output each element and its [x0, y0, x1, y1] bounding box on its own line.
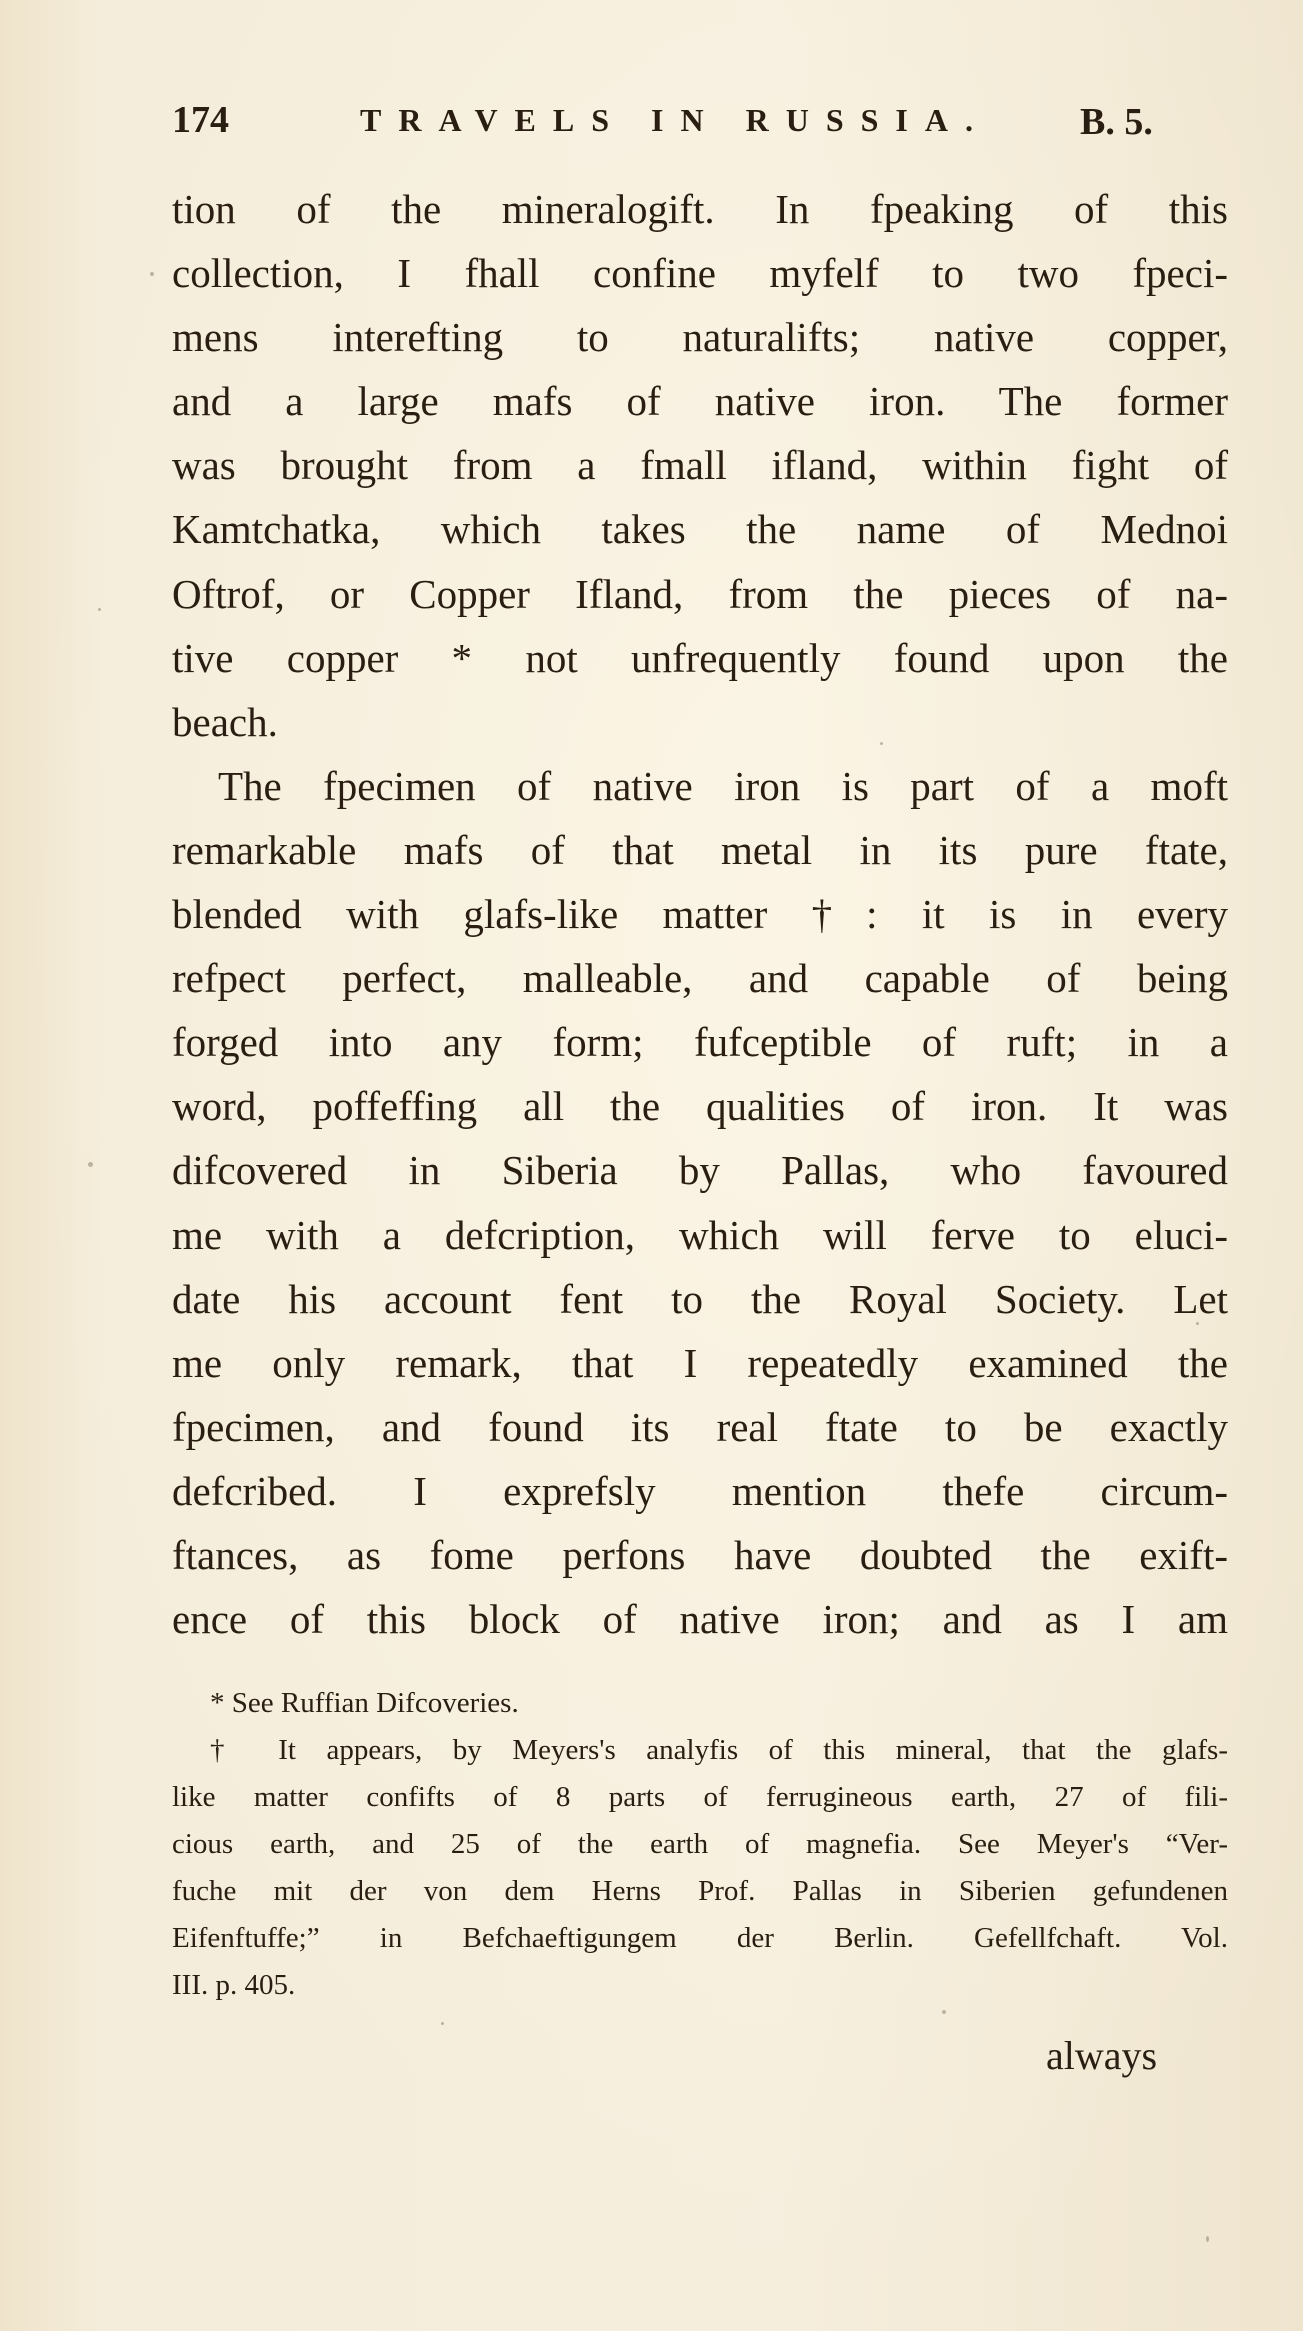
text-line: collection, I fhall confine myfelf to two fpeci- [172, 250, 1228, 297]
catchword: always [1046, 2033, 1158, 2078]
text-line: mens interefting to naturalifts; native copper, [172, 314, 1228, 361]
speck [150, 272, 154, 276]
text-line: refpect perfect, malleable, and capable of being [172, 955, 1228, 1002]
footnote-line: III. p. 405. [172, 1969, 296, 2001]
text-line: tive copper * not unfrequently found upon the [172, 634, 1228, 681]
text-line: date his account fent to the Royal Society. Let [172, 1275, 1228, 1322]
text-line: me with a defcription, which will ferve to eluci- [172, 1211, 1228, 1258]
footnote-line: fuche mit der von dem Herns Prof. Pallas in Siberien gefundenen [172, 1875, 1228, 1907]
book-reference: B. 5. [1080, 101, 1153, 143]
text-line: me only remark, that I repeatedly examined the [172, 1339, 1228, 1386]
speck [880, 742, 883, 745]
page-number: 174 [172, 99, 229, 141]
footnote-line: cious earth, and 25 of the earth of magnefia. See Meyer's “Ver- [172, 1828, 1228, 1860]
text-line: and a large mafs of native iron. The former [172, 378, 1228, 425]
text-line: fpecimen, and found its real ftate to be exactly [172, 1403, 1228, 1450]
footnotes [172, 1680, 1228, 2009]
speck [942, 2010, 946, 2014]
text-line: The fpecimen of native iron is part of a moft [218, 762, 1228, 809]
speck [1206, 2236, 1209, 2242]
footnote-line: Eifenftuffe;” in Befchaeftigungem der Berlin. Gefellfchaft. Vol. [172, 1922, 1228, 1954]
body-text [172, 177, 1228, 1651]
speck [1196, 1322, 1199, 1325]
text-line: word, poffeffing all the qualities of iron. It was [172, 1083, 1228, 1130]
text-line: defcribed. I exprefsly mention thefe circum- [172, 1467, 1228, 1514]
text-line: tion of the mineralogift. In fpeaking of this [172, 186, 1228, 232]
text-line: remarkable mafs of that metal in its pure ftate, [172, 826, 1228, 873]
speck [441, 2022, 444, 2025]
footnote-line: * See Ruffian Difcoveries. [210, 1687, 519, 1719]
running-title: TRAVELS IN RUSSIA. [360, 102, 990, 138]
text-line: Oftrof, or Copper Ifland, from the pieces of na- [172, 570, 1228, 617]
page-header [172, 98, 1172, 146]
speck [98, 608, 101, 611]
footnote-line: like matter confifts of 8 parts of ferrugineous earth, 27 of fili- [172, 1781, 1228, 1813]
text-line: was brought from a fmall ifland, within fight of [172, 442, 1228, 489]
text-line: difcovered in Siberia by Pallas, who favoured [172, 1147, 1228, 1194]
speck [88, 1162, 93, 1167]
text-line: Kamtchatka, which takes the name of Mednoi [172, 506, 1228, 553]
footnote-line: † It appears, by Meyers's analyfis of this mineral, that the glafs- [210, 1734, 1228, 1766]
text-line: blended with glafs-like matter †: it is in every [172, 891, 1228, 938]
text-line: beach. [172, 698, 278, 745]
text-line: ence of this block of native iron; and as I am [172, 1596, 1228, 1643]
text-line: forged into any form; fufceptible of ruft; in a [172, 1019, 1228, 1066]
text-line: ftances, as fome perfons have doubted the exift- [172, 1531, 1228, 1578]
